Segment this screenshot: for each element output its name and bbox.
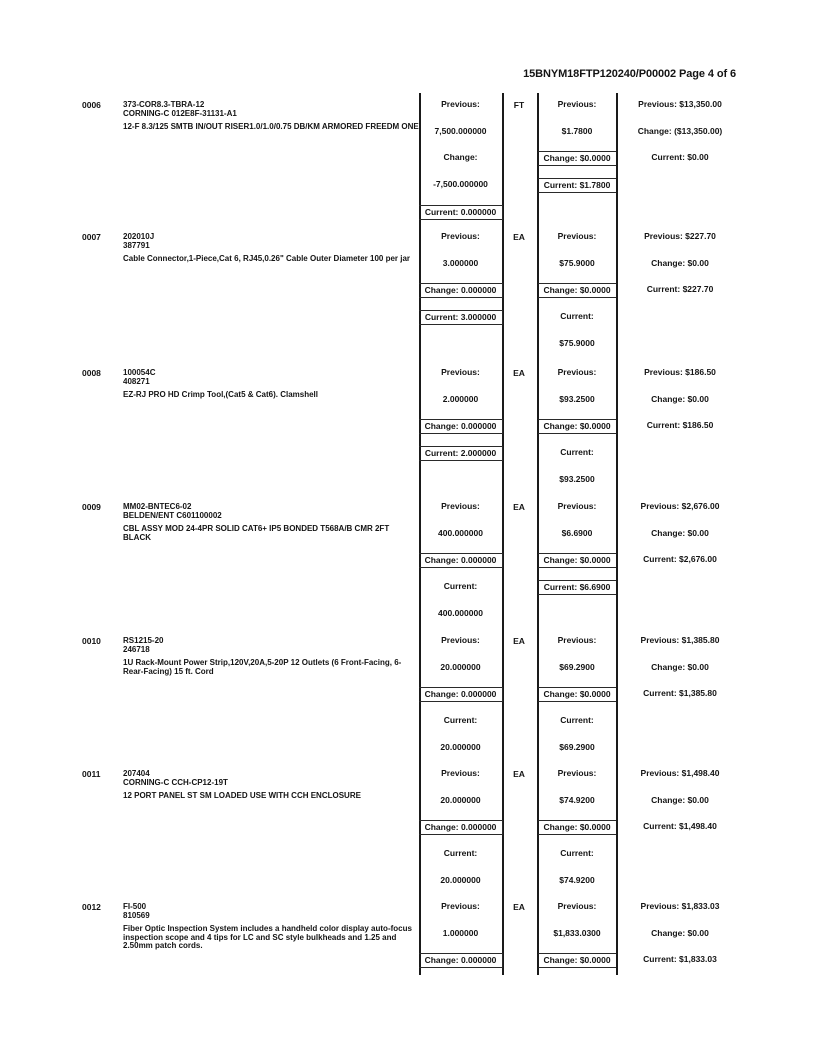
quantity-value: 400.000000 [438,607,483,618]
item-codes [123,232,419,250]
quantity-value: Current: [443,581,478,592]
page-reference-header: 15BNYM18FTP120240/P00002 Page 4 of 6 [523,68,736,80]
quantity-value: -7,500.000000 [433,179,488,190]
extended-amount-value: Current: $1,498.40 [643,821,717,832]
extended-amount-value: Change: $0.00 [651,794,709,805]
item-codes [123,100,419,118]
quantity-value: Change: 0.000000 [419,820,503,835]
extended-amount-value: Current: $1,833.03 [643,954,717,965]
line-number: 0011 [82,769,101,779]
quantity-value: Change: 0.000000 [419,419,503,434]
unit-price-value: Change: $0.0000 [538,687,616,702]
item-description-block [123,368,419,400]
item-description-block [123,502,419,542]
unit-price-value: Change: $0.0000 [538,820,616,835]
unit-price-value: Change: $0.0000 [538,419,616,434]
extended-amount-value: Change: $0.00 [651,527,709,538]
item-codes [123,502,419,520]
quantity-value: 20.000000 [440,874,481,885]
unit-price-value: $74.9200 [559,794,595,805]
quantity-value: Previous: [441,901,480,911]
unit-price-value: $75.9000 [559,337,595,348]
item-description-block [123,902,419,951]
unit-price-value: Current: [560,311,594,322]
unit-price-value: $75.9000 [559,257,595,268]
item-code: 207404 [123,769,150,778]
unit-price-value: Change: $0.0000 [538,553,616,568]
extended-amount-value: Current: $1,385.80 [643,688,717,699]
unit-price-value: Current: [560,447,594,458]
extended-amount-value: Previous: $186.50 [644,367,716,377]
unit-price-value: Current: [560,715,594,726]
item-description-block [123,100,419,132]
unit-of-measure: EA [513,636,525,646]
quantity-value: Change: 0.000000 [419,553,503,568]
unit-price-value: $69.2900 [559,741,595,752]
item-code: 202010J [123,232,155,241]
quantity-value: Previous: [441,99,480,109]
quantity-value: Change: 0.000000 [419,953,503,968]
quantity-value: Current: 0.000000 [419,205,503,220]
unit-of-measure: FT [513,100,525,110]
unit-price-value: Previous: [557,768,597,778]
manufacturer-part: CORNING-C 012E8F-31131-A1 [123,109,237,118]
manufacturer-part: 810569 [123,911,150,920]
item-codes [123,636,419,654]
quantity-value: Previous: [441,768,480,778]
item-code: MM02-BNTEC6-02 [123,502,192,511]
quantity-value: Previous: [441,231,480,241]
extended-amount-value: Previous: $1,833.03 [640,901,720,911]
quantity-value: Current: [443,848,478,859]
extended-amount-value: Change: $0.00 [651,927,709,938]
quantity-value: Change: 0.000000 [419,283,503,298]
line-number: 0010 [82,636,101,646]
unit-price-value: $93.2500 [559,393,595,404]
unit-of-measure: EA [513,368,525,378]
extended-amount-value: Current: $0.00 [651,152,709,163]
quantity-value: Change: [443,152,478,163]
unit-of-measure: EA [513,502,525,512]
quantity-value: 1.000000 [442,927,479,938]
line-number: 0006 [82,100,101,110]
item-codes [123,902,419,920]
item-code: FI-500 [123,902,147,911]
extended-amount-value: Previous: $1,385.80 [640,635,720,645]
item-code: 373-COR8.3-TBRA-12 [123,100,205,109]
unit-of-measure: EA [513,232,525,242]
unit-price-value: Change: $0.0000 [538,953,616,968]
unit-price-value: Previous: [557,99,597,109]
item-code: 100054C [123,368,156,377]
extended-amount-value: Current: $2,676.00 [643,554,717,565]
item-description: EZ-RJ PRO HD Crimp Tool,(Cat5 & Cat6). Clamshell [123,390,318,399]
quantity-value: Previous: [441,635,480,645]
line-number: 0007 [82,232,101,242]
extended-amount-value: Previous: $1,498.40 [640,768,720,778]
manufacturer-part: 408271 [123,377,150,386]
item-description: CBL ASSY MOD 24-4PR SOLID CAT6+ IP5 BONDED T568A/B CMR 2FT BLACK [123,524,390,542]
line-number: 0008 [82,368,101,378]
item-description: 1U Rack-Mount Power Strip,120V,20A,5-20P 12 Outlets (6 Front-Facing, 6-Rear-Facing) 15 ft. Cord [123,658,402,676]
unit-price-value: Change: $0.0000 [538,283,616,298]
extended-amount-value: Previous: $2,676.00 [640,501,720,511]
quantity-value: 20.000000 [440,794,481,805]
quantity-value: Current: [443,715,478,726]
line-number: 0009 [82,502,101,512]
extended-amount-value: Previous: $13,350.00 [638,99,722,109]
quantity-value: Previous: [441,367,480,377]
line-number: 0012 [82,902,101,912]
unit-price-value: Change: $0.0000 [538,151,616,166]
item-description-block [123,769,419,801]
manufacturer-part: CORNING-C CCH-CP12-19T [123,778,228,787]
unit-of-measure: EA [513,769,525,779]
item-code: RS1215-20 [123,636,164,645]
item-description: Fiber Optic Inspection System includes a handheld color display auto-focus inspection scope and 4 tips for LC and SC style bulkheads and 1.25 and 2.50mm patch cords. [123,924,412,950]
item-description-block [123,636,419,676]
item-description: 12-F 8.3/125 SMTB IN/OUT RISER1.0/1.0/0.75 DB/KM ARMORED FREEDM ONE [123,122,419,131]
unit-price-value: Previous: [557,231,597,241]
unit-price-value: Previous: [557,501,597,511]
column-divider-price-right [616,93,618,975]
manufacturer-part: BELDEN/ENT C601100002 [123,511,222,520]
item-description: 12 PORT PANEL ST SM LOADED USE WITH CCH ENCLOSURE [123,791,361,800]
extended-amount-value: Current: $186.50 [646,420,714,431]
unit-price-value: Previous: [557,367,597,377]
quantity-value: Current: 3.000000 [419,310,503,325]
unit-price-value: Previous: [557,635,597,645]
unit-price-value: Current: [560,848,594,859]
quantity-value: 3.000000 [442,257,479,268]
extended-amount-value: Current: $227.70 [646,284,714,295]
unit-price-value: $69.2900 [559,661,595,672]
quantity-value: 2.000000 [442,393,479,404]
unit-price-value: Current: $1.7800 [538,178,616,193]
quantity-value: Previous: [441,501,480,511]
quantity-value: 20.000000 [440,661,481,672]
quantity-value: 7,500.000000 [434,125,487,136]
extended-amount-value: Previous: $227.70 [644,231,716,241]
item-codes [123,368,419,386]
unit-price-value: Current: $6.6900 [538,580,616,595]
unit-of-measure: EA [513,902,525,912]
unit-price-value: $1.7800 [561,125,593,136]
quantity-value: 400.000000 [438,527,483,538]
quantity-value: Change: 0.000000 [419,687,503,702]
item-codes [123,769,419,787]
unit-price-value: $93.2500 [559,473,595,484]
unit-price-value: $6.6900 [561,527,593,538]
manufacturer-part: 246718 [123,645,150,654]
item-description: Cable Connector,1-Piece,Cat 6, RJ45,0.26" Cable Outer Diameter 100 per jar [123,254,411,263]
quantity-value: Current: 2.000000 [419,446,503,461]
unit-price-value: $74.9200 [559,874,595,885]
extended-amount-value: Change: ($13,350.00) [637,125,723,136]
manufacturer-part: 387791 [123,241,150,250]
unit-price-value: $1,833.0300 [553,927,601,938]
quantity-value: 20.000000 [440,741,481,752]
extended-amount-value: Change: $0.00 [651,661,709,672]
extended-amount-value: Change: $0.00 [651,257,709,268]
unit-price-value: Previous: [557,901,597,911]
column-divider-qty-right [502,93,504,975]
extended-amount-value: Change: $0.00 [651,393,709,404]
item-description-block [123,232,419,264]
